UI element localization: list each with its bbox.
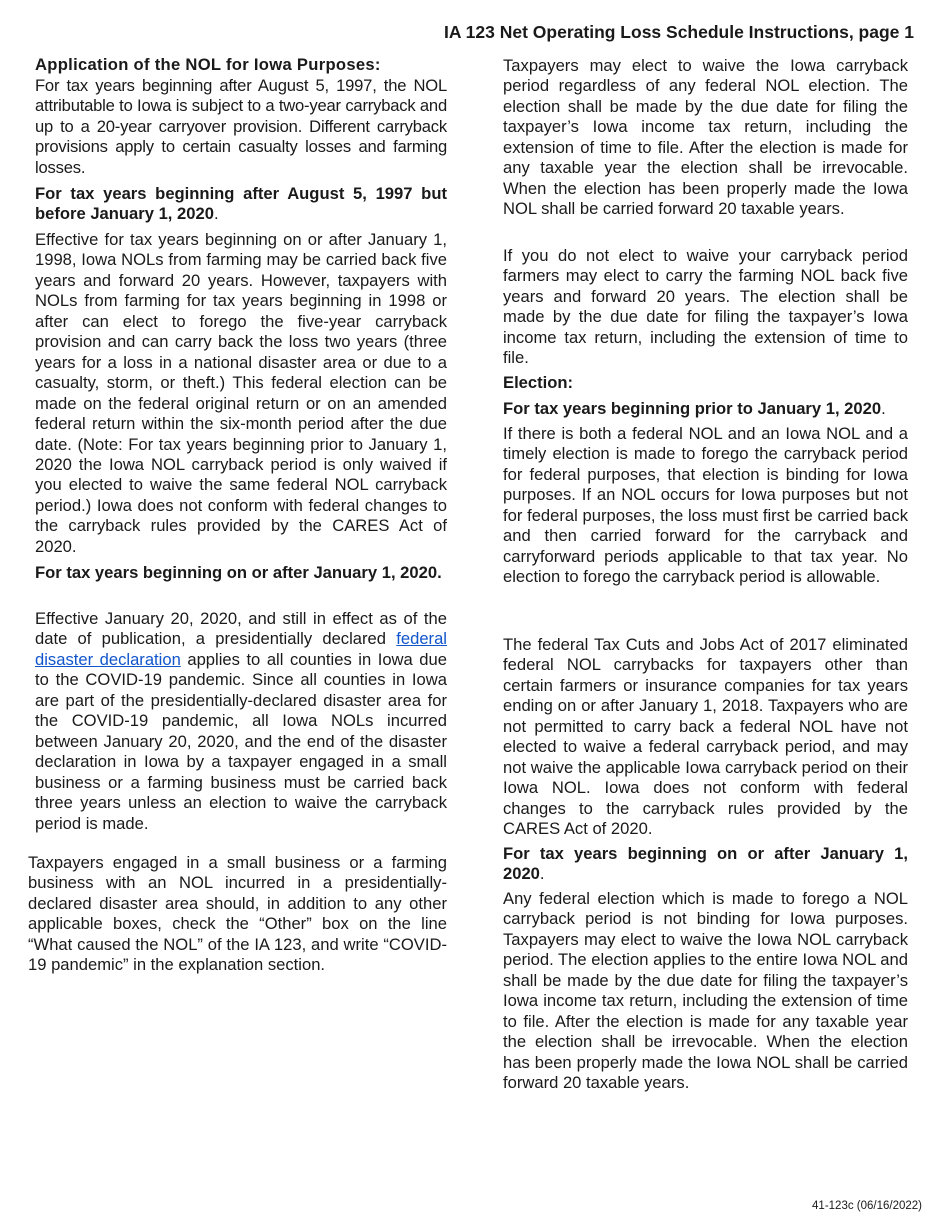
paragraph-tcja: The federal Tax Cuts and Jobs Act of 2017 eliminated federal NOL carrybacks for taxpayers other than certain farmers or insurance companies for tax years ending on or after January 1, 2018. Taxpayers who are not permitted to carry back a federal NOL have not elected to waive a federal carryback period, and may not waive the applicable Iowa carryback period on their Iowa NOL. Iowa does not conform with federal changes to the carryback rules provided by the CARES Act of 2020.	[503, 635, 908, 839]
form-code: 41-123c (06/16/2022)	[812, 1200, 922, 1212]
subheading-text: For tax years beginning after August 5, 1997 but before January 1, 2020	[35, 184, 447, 224]
period: .	[213, 204, 219, 224]
subheading-text: For tax years beginning prior to January 1, 2020	[503, 399, 882, 418]
subheading-1997-2020	[35, 184, 447, 225]
period: .	[539, 864, 545, 884]
paragraph-farming-nol: Effective for tax years beginning on or after January 1, 1998, Iowa NOLs from farming may be carried back five years and forward 20 years. However, taxpayers with NOLs from farming for tax years beginning in 1998 or after can elect to forego the five-year carryback provision and can carry back the loss two years (three years for a loss in a national disaster area or due to a casualty, storm, or theft.) This federal election can be made on the federal original return or on an amended federal return within the six-month period after the due date. (Note: For tax years beginning prior to January 1, 2020 the Iowa NOL carryback period is only waived if you elected to waive the same federal NOL carryback period.) Iowa does not conform with federal changes to the carryback rules provided by the CARES Act of 2020.	[35, 230, 447, 556]
subheading-prior-2020	[503, 399, 908, 419]
text: applies to all counties in Iowa due to the COVID-19 pandemic. Since all counties in Iowa are part of the presidentially-declared disaster area for the COVID-19 pandemic, all Iowa NOLs incurred between January 20, 2020, and the end of the disaster declaration in Iowa by a taxpayer engaged in a small business or a farming business must be carried back three years unless an election to waive the carryback period is made.	[35, 649, 447, 833]
paragraph-other-box: Taxpayers engaged in a small business or a farming business with an NOL incurred in a presidentially-declared disaster area should, in addition to any other applicable boxes, check the “Other” box on the line “What caused the NOL” of the IA 123, and write “COVID-19 pandemic” in the explanation section.	[28, 853, 447, 975]
paragraph-covid	[35, 609, 447, 834]
paragraph-waive: Taxpayers may elect to waive the Iowa carryback period regardless of any federal NOL election. The election shall be made by the due date for filing the taxpayer’s Iowa income tax return, including the extension of time to file. After the election is made for any taxable year the election shall be irrevocable. When the election has been properly made the Iowa NOL shall be carried forward 20 taxable years.	[503, 56, 908, 219]
paragraph-federal-election: Any federal election which is made to forego a NOL carryback period is not binding for Iowa purposes. Taxpayers may elect to waive the Iowa NOL carryback period. The election applies to the entire Iowa NOL and shall be made by the due date for filing the taxpayer’s Iowa income tax return, including the extension of time to file. After the election is made for any taxable year the election shall be irrevocable. When the election has been properly made the Iowa NOL shall be carried forward 20 taxable years.	[503, 889, 908, 1093]
section-heading: Application of the NOL for Iowa Purposes:	[35, 55, 381, 74]
subheading-text: For tax years beginning on or after January 1, 2020	[503, 844, 908, 884]
federal-disaster-declaration-link[interactable]: federal disaster declaration	[35, 629, 447, 669]
paragraph-binding: If there is both a federal NOL and an Iowa NOL and a timely election is made to forego the carryback period for federal purposes, that election is binding for Iowa purposes. If an NOL occurs for Iowa purposes but not for federal purposes, the loss must first be carried back and then carried forward for the carryback and carryforward periods applicable to that tax year. No election to forego the carryback period is allowable.	[503, 424, 908, 587]
period: .	[881, 399, 886, 418]
text: Effective January 20, 2020, and still in effect as of the date of publication, a presidentially declared	[35, 609, 447, 649]
subheading-2020: For tax years beginning on or after January 1, 2020.	[35, 563, 442, 582]
intro-paragraph: For tax years beginning after August 5, 1997, the NOL attributable to Iowa is subject to a two-year carryback and up to a 20-year carryover provision. Different carryback provisions apply to certain casualty losses and farming losses.	[35, 76, 447, 177]
election-heading: Election:	[503, 373, 574, 392]
page-title: IA 123 Net Operating Loss Schedule Instructions, page 1	[443, 22, 914, 42]
subheading-after-2020	[503, 844, 908, 885]
paragraph-farmers: If you do not elect to waive your carryback period farmers may elect to carry the farming NOL back five years and forward 20 years. The election shall be made by the due date for filing the taxpayer’s Iowa income tax return, including the extension of time to file.	[503, 246, 908, 368]
